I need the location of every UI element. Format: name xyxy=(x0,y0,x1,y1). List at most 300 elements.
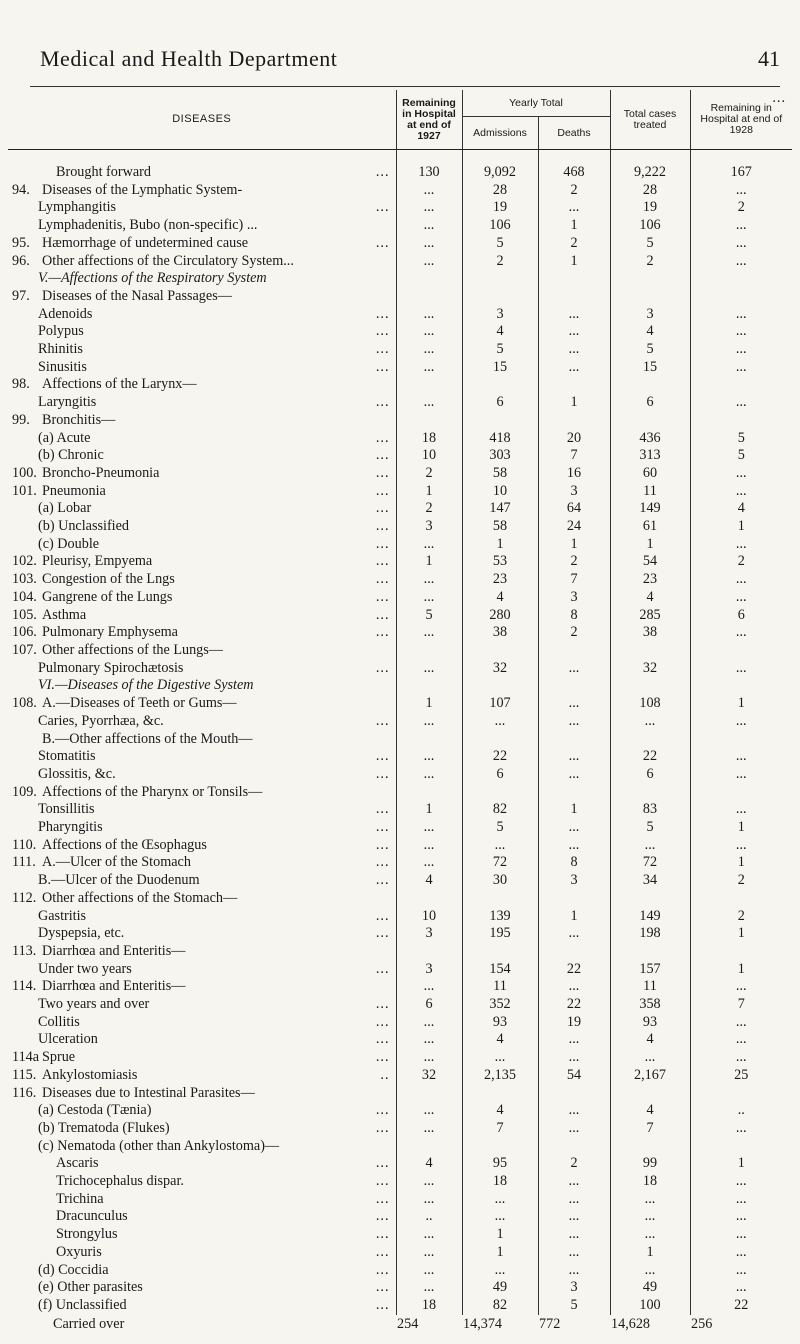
col-header-total-treated: Total cases treated xyxy=(610,90,690,150)
cell-admissions: 5 xyxy=(462,235,538,253)
cell-remaining-1928: ... xyxy=(690,1226,792,1244)
cell-remaining-1928: ... xyxy=(690,624,792,642)
leader-dots: ... xyxy=(375,447,390,464)
leader-dots: ... xyxy=(375,164,390,180)
table-row xyxy=(8,819,792,837)
leader-dots: ... xyxy=(375,1226,390,1243)
row-label: (b) Unclassified xyxy=(38,518,130,535)
table-row xyxy=(8,589,792,607)
row-label: Ulceration xyxy=(38,1031,98,1048)
cell-remaining-1927: ... xyxy=(396,306,462,324)
cell-total-treated xyxy=(610,890,690,908)
cell-remaining-1927: ... xyxy=(396,1049,462,1067)
leader-dots: ... xyxy=(375,1243,390,1260)
cell-total-treated xyxy=(610,376,690,394)
table-row xyxy=(8,801,792,819)
cell-remaining-1927: ... xyxy=(396,819,462,837)
row-number: 114. xyxy=(12,978,37,995)
leader-dots: ... xyxy=(375,553,390,570)
row-label: Affections of the Larynx— xyxy=(42,376,197,393)
cell-deaths xyxy=(538,288,610,306)
table-row xyxy=(8,837,792,855)
cell-admissions: 22 xyxy=(462,748,538,766)
cell-remaining-1927 xyxy=(396,943,462,961)
row-label: Lymphadenitis, Bubo (non-specific) ... xyxy=(38,217,258,234)
cell-admissions xyxy=(462,890,538,908)
cell-deaths: 7 xyxy=(538,447,610,465)
carried-over-label: Carried over xyxy=(53,1315,125,1332)
cell-admissions xyxy=(462,288,538,306)
table-row xyxy=(8,1085,792,1103)
cell-deaths: 3 xyxy=(538,1279,610,1297)
cell-deaths: 1 xyxy=(538,394,610,412)
row-label: Diarrhœa and Enteritis— xyxy=(42,942,186,959)
cell-admissions: ... xyxy=(462,1262,538,1280)
cell-remaining-1928: 4 xyxy=(690,500,792,518)
table-row xyxy=(8,1031,792,1049)
cell-remaining-1928: 5 xyxy=(690,430,792,448)
cell-remaining-1927: 4 xyxy=(396,1155,462,1173)
cell-deaths: ... xyxy=(538,323,610,341)
cell-total-treated: 22 xyxy=(610,748,690,766)
cell-remaining-1927: ... xyxy=(396,1120,462,1138)
cell-remaining-1927: 1 xyxy=(396,801,462,819)
table-row xyxy=(8,1208,792,1226)
cell-admissions: 30 xyxy=(462,872,538,890)
row-label: (d) Coccidia xyxy=(38,1261,109,1278)
cell-remaining-1927: ... xyxy=(396,394,462,412)
cell-remaining-1928 xyxy=(690,270,792,288)
cell-remaining-1927: ... xyxy=(396,1102,462,1120)
cell-remaining-1927: ... xyxy=(396,253,462,271)
cell-total-treated: 106 xyxy=(610,217,690,235)
page-number: 41 xyxy=(758,46,780,71)
row-number: 98. xyxy=(12,376,30,393)
leader-dots: ... xyxy=(375,1102,390,1119)
cell-deaths xyxy=(538,270,610,288)
row-label: V.—Affections of the Respiratory System xyxy=(38,270,267,287)
table-row xyxy=(8,677,792,695)
row-label: Adenoids xyxy=(38,305,93,322)
cell-total-treated: 6 xyxy=(610,394,690,412)
row-label: Diseases due to Intestinal Parasites— xyxy=(42,1084,255,1101)
row-label: (c) Nematoda (other than Ankylostoma)— xyxy=(38,1137,280,1154)
leader-dots: ... xyxy=(375,588,390,605)
cell-remaining-1928: ... xyxy=(690,465,792,483)
cell-total-treated: 9,222 xyxy=(610,164,690,182)
cell-total-treated: 99 xyxy=(610,1155,690,1173)
cell-total-treated: ... xyxy=(610,1049,690,1067)
cell-remaining-1928 xyxy=(690,1085,792,1103)
cell-total-treated: 1 xyxy=(610,536,690,554)
cell-remaining-1927: ... xyxy=(396,182,462,200)
cell-remaining-1928: 167 xyxy=(690,164,792,182)
row-number: 102. xyxy=(12,553,37,570)
cell-deaths: 1 xyxy=(538,217,610,235)
row-label: B.—Other affections of the Mouth— xyxy=(42,730,253,747)
row-label: Brought forward xyxy=(56,164,151,180)
row-label: Ankylostomiasis xyxy=(42,1066,138,1083)
row-label: Other affections of the Circulatory System... xyxy=(42,252,294,269)
leader-dots: ... xyxy=(375,1173,390,1190)
cell-remaining-1927 xyxy=(396,270,462,288)
cell-remaining-1928: 1 xyxy=(690,854,792,872)
table-row xyxy=(8,270,792,288)
row-number: 116. xyxy=(12,1084,37,1101)
table-row xyxy=(8,323,792,341)
cell-remaining-1928: ... xyxy=(690,1262,792,1280)
table-row xyxy=(8,1297,792,1315)
table-row xyxy=(8,306,792,324)
cell-remaining-1928 xyxy=(690,677,792,695)
table-row xyxy=(8,978,792,996)
leader-dots: ... xyxy=(375,1155,390,1172)
row-label: Pharyngitis xyxy=(38,819,103,836)
row-label: Pleurisy, Empyema xyxy=(42,553,153,570)
cell-admissions: 15 xyxy=(462,359,538,377)
cell-total-treated: ... xyxy=(610,837,690,855)
row-number: 95. xyxy=(12,234,30,251)
cell-admissions: 10 xyxy=(462,483,538,501)
row-number: 112. xyxy=(12,889,37,906)
table-row xyxy=(8,571,792,589)
table-row xyxy=(8,447,792,465)
table-row xyxy=(8,1226,792,1244)
cell-remaining-1927: 6 xyxy=(396,996,462,1014)
cell-total-treated xyxy=(610,731,690,749)
col-header-remaining-1927: Remaining in Hospital at end of 1927 xyxy=(396,90,462,150)
cell-remaining-1928 xyxy=(690,784,792,802)
row-number: 111. xyxy=(12,854,36,871)
leader-dots: .. xyxy=(380,1066,390,1083)
cell-remaining-1928: 1 xyxy=(690,819,792,837)
cell-remaining-1927: 10 xyxy=(396,908,462,926)
cell-remaining-1927 xyxy=(396,1138,462,1156)
cell-remaining-1928: ... xyxy=(690,1014,792,1032)
cell-admissions: 95 xyxy=(462,1155,538,1173)
row-label: A.—Diseases of Teeth or Gums— xyxy=(42,695,237,712)
total-remaining-1927: 254 xyxy=(397,1315,419,1332)
cell-admissions: 28 xyxy=(462,182,538,200)
row-number: 97. xyxy=(12,287,30,304)
row-label: B.—Ulcer of the Duodenum xyxy=(38,872,200,889)
cell-admissions: 1 xyxy=(462,1226,538,1244)
cell-remaining-1928 xyxy=(690,1138,792,1156)
cell-remaining-1928: 22 xyxy=(690,1297,792,1315)
cell-total-treated: 149 xyxy=(610,500,690,518)
table-row xyxy=(8,1014,792,1032)
leader-dots: ... xyxy=(375,624,390,641)
table-row xyxy=(8,253,792,271)
cell-remaining-1928: ... xyxy=(690,713,792,731)
cell-remaining-1928: ... xyxy=(690,571,792,589)
cell-remaining-1928: ... xyxy=(690,801,792,819)
table-row xyxy=(8,500,792,518)
leader-dots: ... xyxy=(375,571,390,588)
table-row xyxy=(8,1279,792,1297)
leader-dots: ... xyxy=(375,500,390,517)
cell-remaining-1928: ... xyxy=(690,1049,792,1067)
row-label: (c) Double xyxy=(38,535,100,552)
row-label: Trichocephalus dispar. xyxy=(56,1173,184,1190)
cell-deaths: ... xyxy=(538,306,610,324)
cell-deaths: 8 xyxy=(538,607,610,625)
cell-remaining-1928: ... xyxy=(690,1031,792,1049)
cell-admissions: 1 xyxy=(462,1244,538,1262)
cell-remaining-1928: ... xyxy=(690,394,792,412)
leader-dots: ... xyxy=(772,90,786,106)
cell-remaining-1927: 32 xyxy=(396,1067,462,1085)
ledger-body xyxy=(8,150,792,1315)
cell-deaths: 2 xyxy=(538,624,610,642)
cell-total-treated: ... xyxy=(610,1191,690,1209)
cell-total-treated xyxy=(610,642,690,660)
cell-total-treated: 4 xyxy=(610,323,690,341)
cell-admissions: 5 xyxy=(462,341,538,359)
cell-remaining-1928: ... xyxy=(690,1120,792,1138)
table-row xyxy=(8,943,792,961)
cell-total-treated xyxy=(610,784,690,802)
table-row xyxy=(8,1244,792,1262)
cell-total-treated: 3 xyxy=(610,306,690,324)
row-label: Diseases of the Nasal Passages— xyxy=(42,287,232,304)
cell-admissions xyxy=(462,270,538,288)
row-label: (b) Trematoda (Flukes) xyxy=(38,1119,170,1136)
cell-total-treated: 11 xyxy=(610,483,690,501)
cell-admissions xyxy=(462,1085,538,1103)
table-row xyxy=(8,872,792,890)
cell-remaining-1927: 2 xyxy=(396,500,462,518)
cell-total-treated: 436 xyxy=(610,430,690,448)
cell-remaining-1928: 25 xyxy=(690,1067,792,1085)
row-label: Pulmonary Emphysema xyxy=(42,624,178,641)
leader-dots: ... xyxy=(375,712,390,729)
col-header-yearly-total: Yearly Total xyxy=(462,90,610,117)
row-label: Stomatitis xyxy=(38,748,96,765)
cell-admissions: 4 xyxy=(462,1031,538,1049)
row-label: VI.—Diseases of the Digestive System xyxy=(38,677,254,694)
leader-dots: ... xyxy=(375,1013,390,1030)
table-row xyxy=(8,854,792,872)
leader-dots: ... xyxy=(375,305,390,322)
table-row xyxy=(8,235,792,253)
cell-total-treated: 5 xyxy=(610,341,690,359)
cell-deaths: 64 xyxy=(538,500,610,518)
total-admissions: 14,374 xyxy=(463,1315,503,1332)
cell-deaths: ... xyxy=(538,837,610,855)
leader-dots: ... xyxy=(375,765,390,782)
table-row xyxy=(8,199,792,217)
row-label: Two years and over xyxy=(38,996,150,1013)
cell-remaining-1928: ... xyxy=(690,253,792,271)
cell-total-treated: ... xyxy=(610,1226,690,1244)
cell-remaining-1928: ... xyxy=(690,1244,792,1262)
table-row xyxy=(8,394,792,412)
cell-remaining-1928 xyxy=(690,890,792,908)
cell-remaining-1927: ... xyxy=(396,1014,462,1032)
cell-admissions: 1 xyxy=(462,536,538,554)
cell-total-treated: 15 xyxy=(610,359,690,377)
cell-admissions: 3 xyxy=(462,306,538,324)
cell-total-treated: 2,167 xyxy=(610,1067,690,1085)
cell-total-treated xyxy=(610,943,690,961)
table-row xyxy=(8,925,792,943)
cell-remaining-1927: ... xyxy=(396,1279,462,1297)
row-label: Collitis xyxy=(38,1013,80,1030)
leader-dots: ... xyxy=(375,1208,390,1225)
cell-remaining-1928: 2 xyxy=(690,872,792,890)
table-row xyxy=(8,164,792,182)
row-label: Diarrhœa and Enteritis— xyxy=(42,978,186,995)
row-label: Pulmonary Spirochætosis xyxy=(38,659,184,676)
cell-total-treated: 313 xyxy=(610,447,690,465)
cell-remaining-1927 xyxy=(396,642,462,660)
cell-total-treated: 285 xyxy=(610,607,690,625)
cell-deaths: 54 xyxy=(538,1067,610,1085)
row-label: Caries, Pyorrhæa, &c. xyxy=(38,712,164,729)
cell-deaths: 1 xyxy=(538,908,610,926)
cell-deaths: 22 xyxy=(538,961,610,979)
cell-deaths: ... xyxy=(538,1031,610,1049)
cell-remaining-1928: .. xyxy=(690,1102,792,1120)
leader-dots: ... xyxy=(375,606,390,623)
cell-total-treated: ... xyxy=(610,1262,690,1280)
leader-dots: ... xyxy=(375,1031,390,1048)
cell-deaths: ... xyxy=(538,1120,610,1138)
cell-deaths: ... xyxy=(538,1049,610,1067)
cell-deaths: 468 xyxy=(538,164,610,182)
leader-dots: ... xyxy=(375,925,390,942)
row-number: 109. xyxy=(12,783,37,800)
cell-remaining-1927: ... xyxy=(396,713,462,731)
table-row xyxy=(8,961,792,979)
cell-total-treated: 6 xyxy=(610,766,690,784)
cell-deaths: 2 xyxy=(538,1155,610,1173)
leader-dots: ... xyxy=(375,199,390,216)
total-remaining-1928: 256 xyxy=(691,1315,713,1332)
cell-deaths: 1 xyxy=(538,253,610,271)
cell-deaths: ... xyxy=(538,1262,610,1280)
leader-dots: ... xyxy=(375,748,390,765)
table-row xyxy=(8,182,792,200)
leader-dots: ... xyxy=(375,323,390,340)
cell-remaining-1927: 18 xyxy=(396,1297,462,1315)
cell-admissions: 6 xyxy=(462,394,538,412)
cell-admissions: 2,135 xyxy=(462,1067,538,1085)
cell-remaining-1928: 1 xyxy=(690,518,792,536)
cell-deaths: 5 xyxy=(538,1297,610,1315)
cell-total-treated: 5 xyxy=(610,235,690,253)
cell-deaths: 22 xyxy=(538,996,610,1014)
leader-dots: ... xyxy=(375,996,390,1013)
table-row xyxy=(8,1155,792,1173)
cell-admissions: 82 xyxy=(462,801,538,819)
cell-deaths: 7 xyxy=(538,571,610,589)
cell-admissions: 418 xyxy=(462,430,538,448)
cell-remaining-1927 xyxy=(396,784,462,802)
cell-total-treated: 198 xyxy=(610,925,690,943)
row-number: 115. xyxy=(12,1066,37,1083)
cell-deaths: 2 xyxy=(538,235,610,253)
cell-total-treated: 157 xyxy=(610,961,690,979)
cell-admissions: 154 xyxy=(462,961,538,979)
cell-remaining-1928: 2 xyxy=(690,908,792,926)
cell-remaining-1927: ... xyxy=(396,199,462,217)
row-label: Broncho-Pneumonia xyxy=(42,464,160,481)
cell-total-treated: 72 xyxy=(610,854,690,872)
cell-remaining-1928: 7 xyxy=(690,996,792,1014)
cell-admissions: 4 xyxy=(462,589,538,607)
cell-remaining-1928: ... xyxy=(690,660,792,678)
row-label: (e) Other parasites xyxy=(38,1279,143,1296)
table-row xyxy=(8,1262,792,1280)
disease-ledger-table xyxy=(8,90,792,1334)
row-number: 107. xyxy=(12,641,37,658)
cell-admissions: ... xyxy=(462,1208,538,1226)
cell-total-treated: 49 xyxy=(610,1279,690,1297)
cell-deaths xyxy=(538,943,610,961)
cell-remaining-1927: ... xyxy=(396,624,462,642)
cell-admissions: 6 xyxy=(462,766,538,784)
row-number: 104. xyxy=(12,588,37,605)
row-label: A.—Ulcer of the Stomach xyxy=(42,854,191,871)
cell-remaining-1927 xyxy=(396,412,462,430)
cell-admissions: 5 xyxy=(462,819,538,837)
table-row xyxy=(8,908,792,926)
cell-deaths: 2 xyxy=(538,182,610,200)
cell-remaining-1927: ... xyxy=(396,748,462,766)
cell-remaining-1928: 6 xyxy=(690,607,792,625)
row-number: 110. xyxy=(12,836,37,853)
cell-remaining-1928: ... xyxy=(690,1279,792,1297)
cell-deaths: 1 xyxy=(538,801,610,819)
cell-remaining-1927: ... xyxy=(396,1226,462,1244)
table-row xyxy=(8,1067,792,1085)
row-number: 113. xyxy=(12,942,37,959)
cell-remaining-1928: ... xyxy=(690,1173,792,1191)
cell-deaths: ... xyxy=(538,748,610,766)
col-header-admissions: Admissions xyxy=(462,117,538,150)
cell-remaining-1928: ... xyxy=(690,182,792,200)
row-number: 101. xyxy=(12,482,37,499)
cell-remaining-1927: .. xyxy=(396,1208,462,1226)
cell-remaining-1927: 2 xyxy=(396,465,462,483)
row-label: Affections of the Œsophagus xyxy=(42,836,207,853)
cell-remaining-1927: ... xyxy=(396,359,462,377)
cell-admissions xyxy=(462,412,538,430)
table-row xyxy=(8,465,792,483)
cell-admissions: 2 xyxy=(462,253,538,271)
cell-deaths: ... xyxy=(538,1173,610,1191)
cell-total-treated: 2 xyxy=(610,253,690,271)
table-row xyxy=(8,376,792,394)
cell-remaining-1927: ... xyxy=(396,766,462,784)
cell-remaining-1928 xyxy=(690,376,792,394)
leader-dots: ... xyxy=(375,801,390,818)
leader-dots: ... xyxy=(375,464,390,481)
table-row xyxy=(8,642,792,660)
cell-deaths: ... xyxy=(538,660,610,678)
cell-admissions: 11 xyxy=(462,978,538,996)
leader-dots: ... xyxy=(375,907,390,924)
row-label: (a) Lobar xyxy=(38,500,92,517)
table-row xyxy=(8,553,792,571)
cell-deaths xyxy=(538,784,610,802)
cell-remaining-1927: ... xyxy=(396,1191,462,1209)
table-row xyxy=(8,890,792,908)
table-row xyxy=(8,430,792,448)
cell-total-treated: 1 xyxy=(610,1244,690,1262)
